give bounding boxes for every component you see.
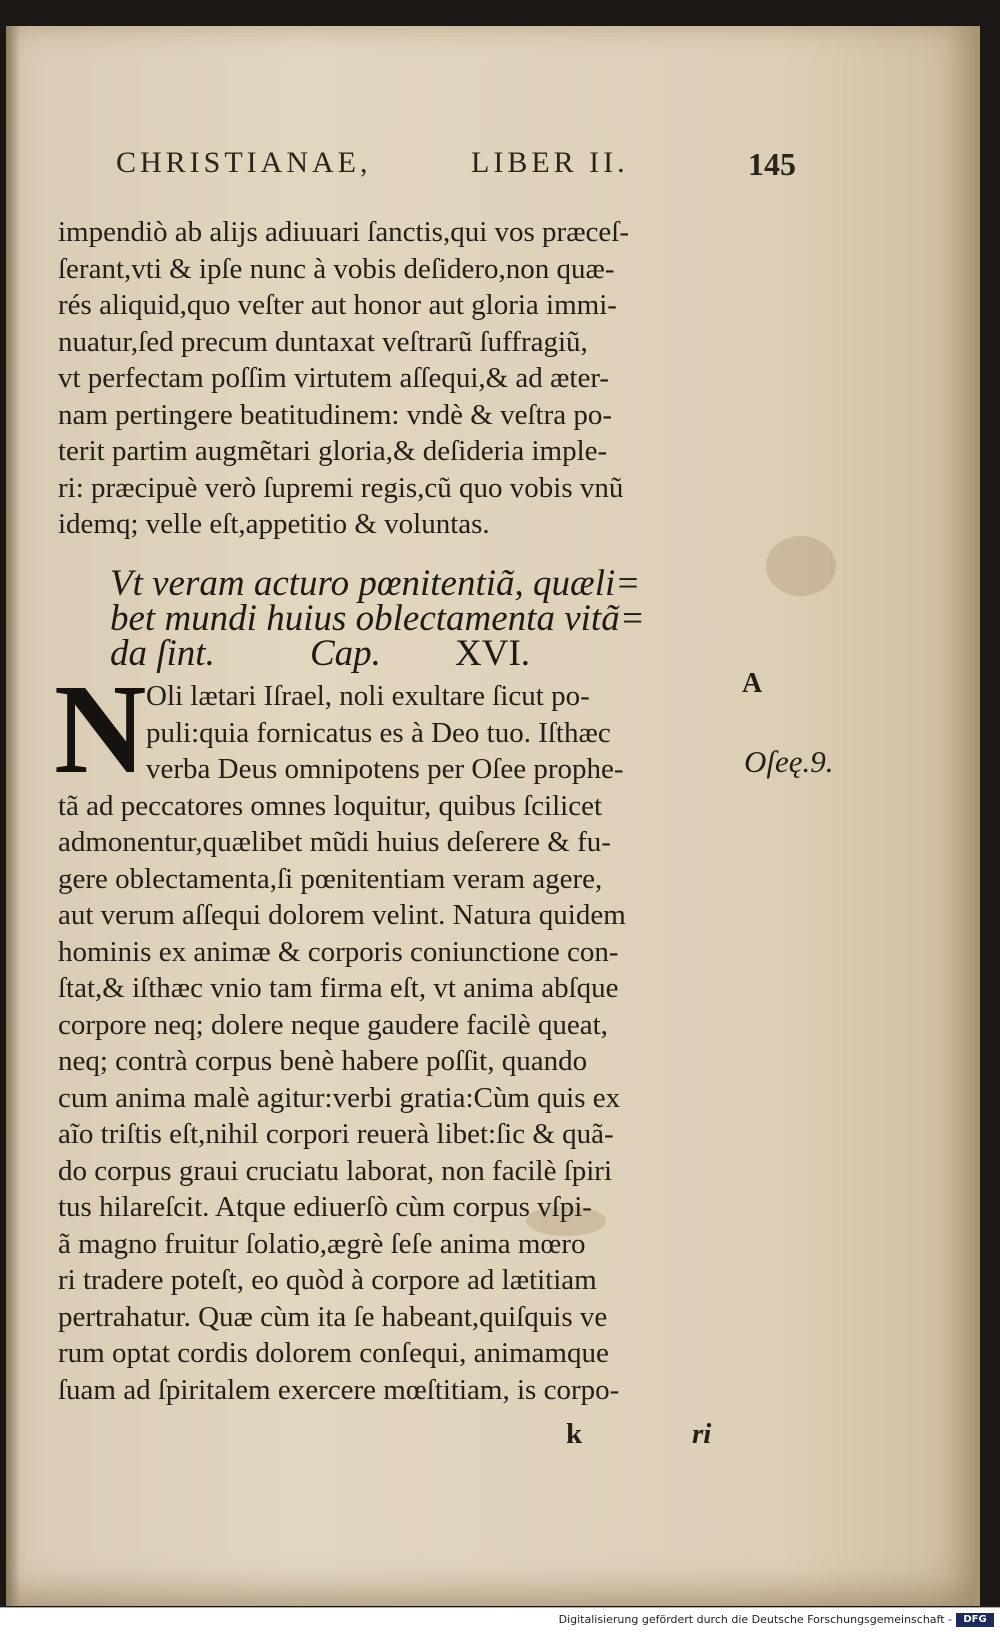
dfg-logo: DFG [956,1613,994,1627]
text-line: ſuam ad ſpiritalem exercere mœſtitiam, is corpo- [58,1373,620,1406]
text-line: tã ad peccatores omnes loquitur, quibus ſcilicet [58,789,603,822]
chapter-heading [110,563,730,674]
chapter-heading-last-line [110,633,730,674]
text-line: cum anima malè agitur:verbi gratia:Cùm quis ex [58,1081,621,1114]
catchword: ri [692,1418,712,1450]
text-line: rum optat cordis dolorem conſequi, animamque [58,1337,609,1369]
text-line: nuatur,ſed precum duntaxat veſtrarũ ſuffragiũ, [58,325,588,358]
text-line: ſerant,vti & ipſe nunc à vobis deſidero,non quæ- [58,252,615,285]
text-line: neq; contrà corpus benè habere poſſit, quando [58,1045,588,1077]
text-line: ri: præcipuè verò ſupremi regis,cũ quo vobis vnũ [58,471,624,504]
text-line: gere oblectamenta,ſi pœnitentiam veram agere, [58,862,603,895]
chapter-cap-label: Cap. [310,633,381,674]
text-line: tus hilareſcit. Atque ediuerſò cùm corpus vſpi- [58,1191,592,1223]
signature-mark: k [566,1418,583,1450]
drop-cap-initial: N [54,658,147,800]
header-book: LIBER II. [471,146,629,179]
text-line: rés aliquid,quo veſter aut honor aut gloria immi- [58,289,617,321]
text-line: terit partim augmẽtari gloria,& deſideria imple- [58,435,608,467]
running-header [116,146,796,190]
digitization-footer [0,1607,1000,1632]
text-line: aut verum aſſequi dolorem velint. Natura quidem [58,899,626,931]
book-page [6,26,980,1606]
text-line: Oli lætari Iſrael, noli exultare ſicut po- [146,680,590,712]
text-line: ri tradere poteſt, eo quòd à corpore ad lætitiam [58,1264,597,1296]
text-line: pertrahatur. Quæ cùm ita ſe habeant,quiſquis ve [58,1300,608,1333]
text-line: corpore neq; dolere neque gaudere facilè queat, [58,1008,608,1041]
margin-reference: Oſeę.9. [744,744,834,779]
chapter-heading-line: Vt veram acturo pœnitentiã, quæli= [110,563,641,604]
text-line: ã magno fruitur ſolatio,ægrè ſeſe anima mœro [58,1227,586,1260]
text-line: verba Deus omnipotens per Oſee prophe- [146,753,624,785]
text-line: idemq; velle eſt,appetitio & voluntas. [58,508,490,540]
page-number: 145 [748,146,796,182]
chapter-heading-line: da ſint. [110,633,215,674]
chapter-number: XVI. [455,633,531,674]
footer-credit: Digitalisierung gefördert durch die Deutsche Forschungsgemeinschaft - [558,1613,952,1626]
paragraph-2 [58,678,738,1408]
text-line: admonentur,quælibet mũdi huius deſerere & fu- [58,826,611,858]
text-line: ſtat,& iſthæc vnio tam firma eſt, vt anima abſque [58,972,619,1004]
text-line: vt perfectam poſſim virtutem aſſequi,& ad æter- [58,362,610,394]
chapter-heading-line: bet mundi huius oblectamenta vitã= [110,598,645,639]
text-line: do corpus graui cruciatu laborat, non facilè ſpiri [58,1154,613,1187]
text-line: aĩo triſtis eſt,nihil corpori reuerà libet:ſic & quã- [58,1118,614,1150]
margin-section-letter: A [742,668,763,699]
page-gutter-shadow [6,26,20,1606]
text-line: nam pertingere beatitudinem: vndè & veſtra po- [58,398,613,431]
paper-stain [766,536,836,596]
header-title: CHRISTIANAE, [116,146,372,179]
paragraph-1 [58,214,738,543]
text-line: hominis ex animæ & corporis coniunctione con- [58,935,619,968]
text-line: impendiò ab alijs adiuuari ſanctis,qui vos præceſ- [58,216,630,248]
text-line: puli:quia fornicatus es à Deo tuo. Iſthæc [146,716,611,749]
